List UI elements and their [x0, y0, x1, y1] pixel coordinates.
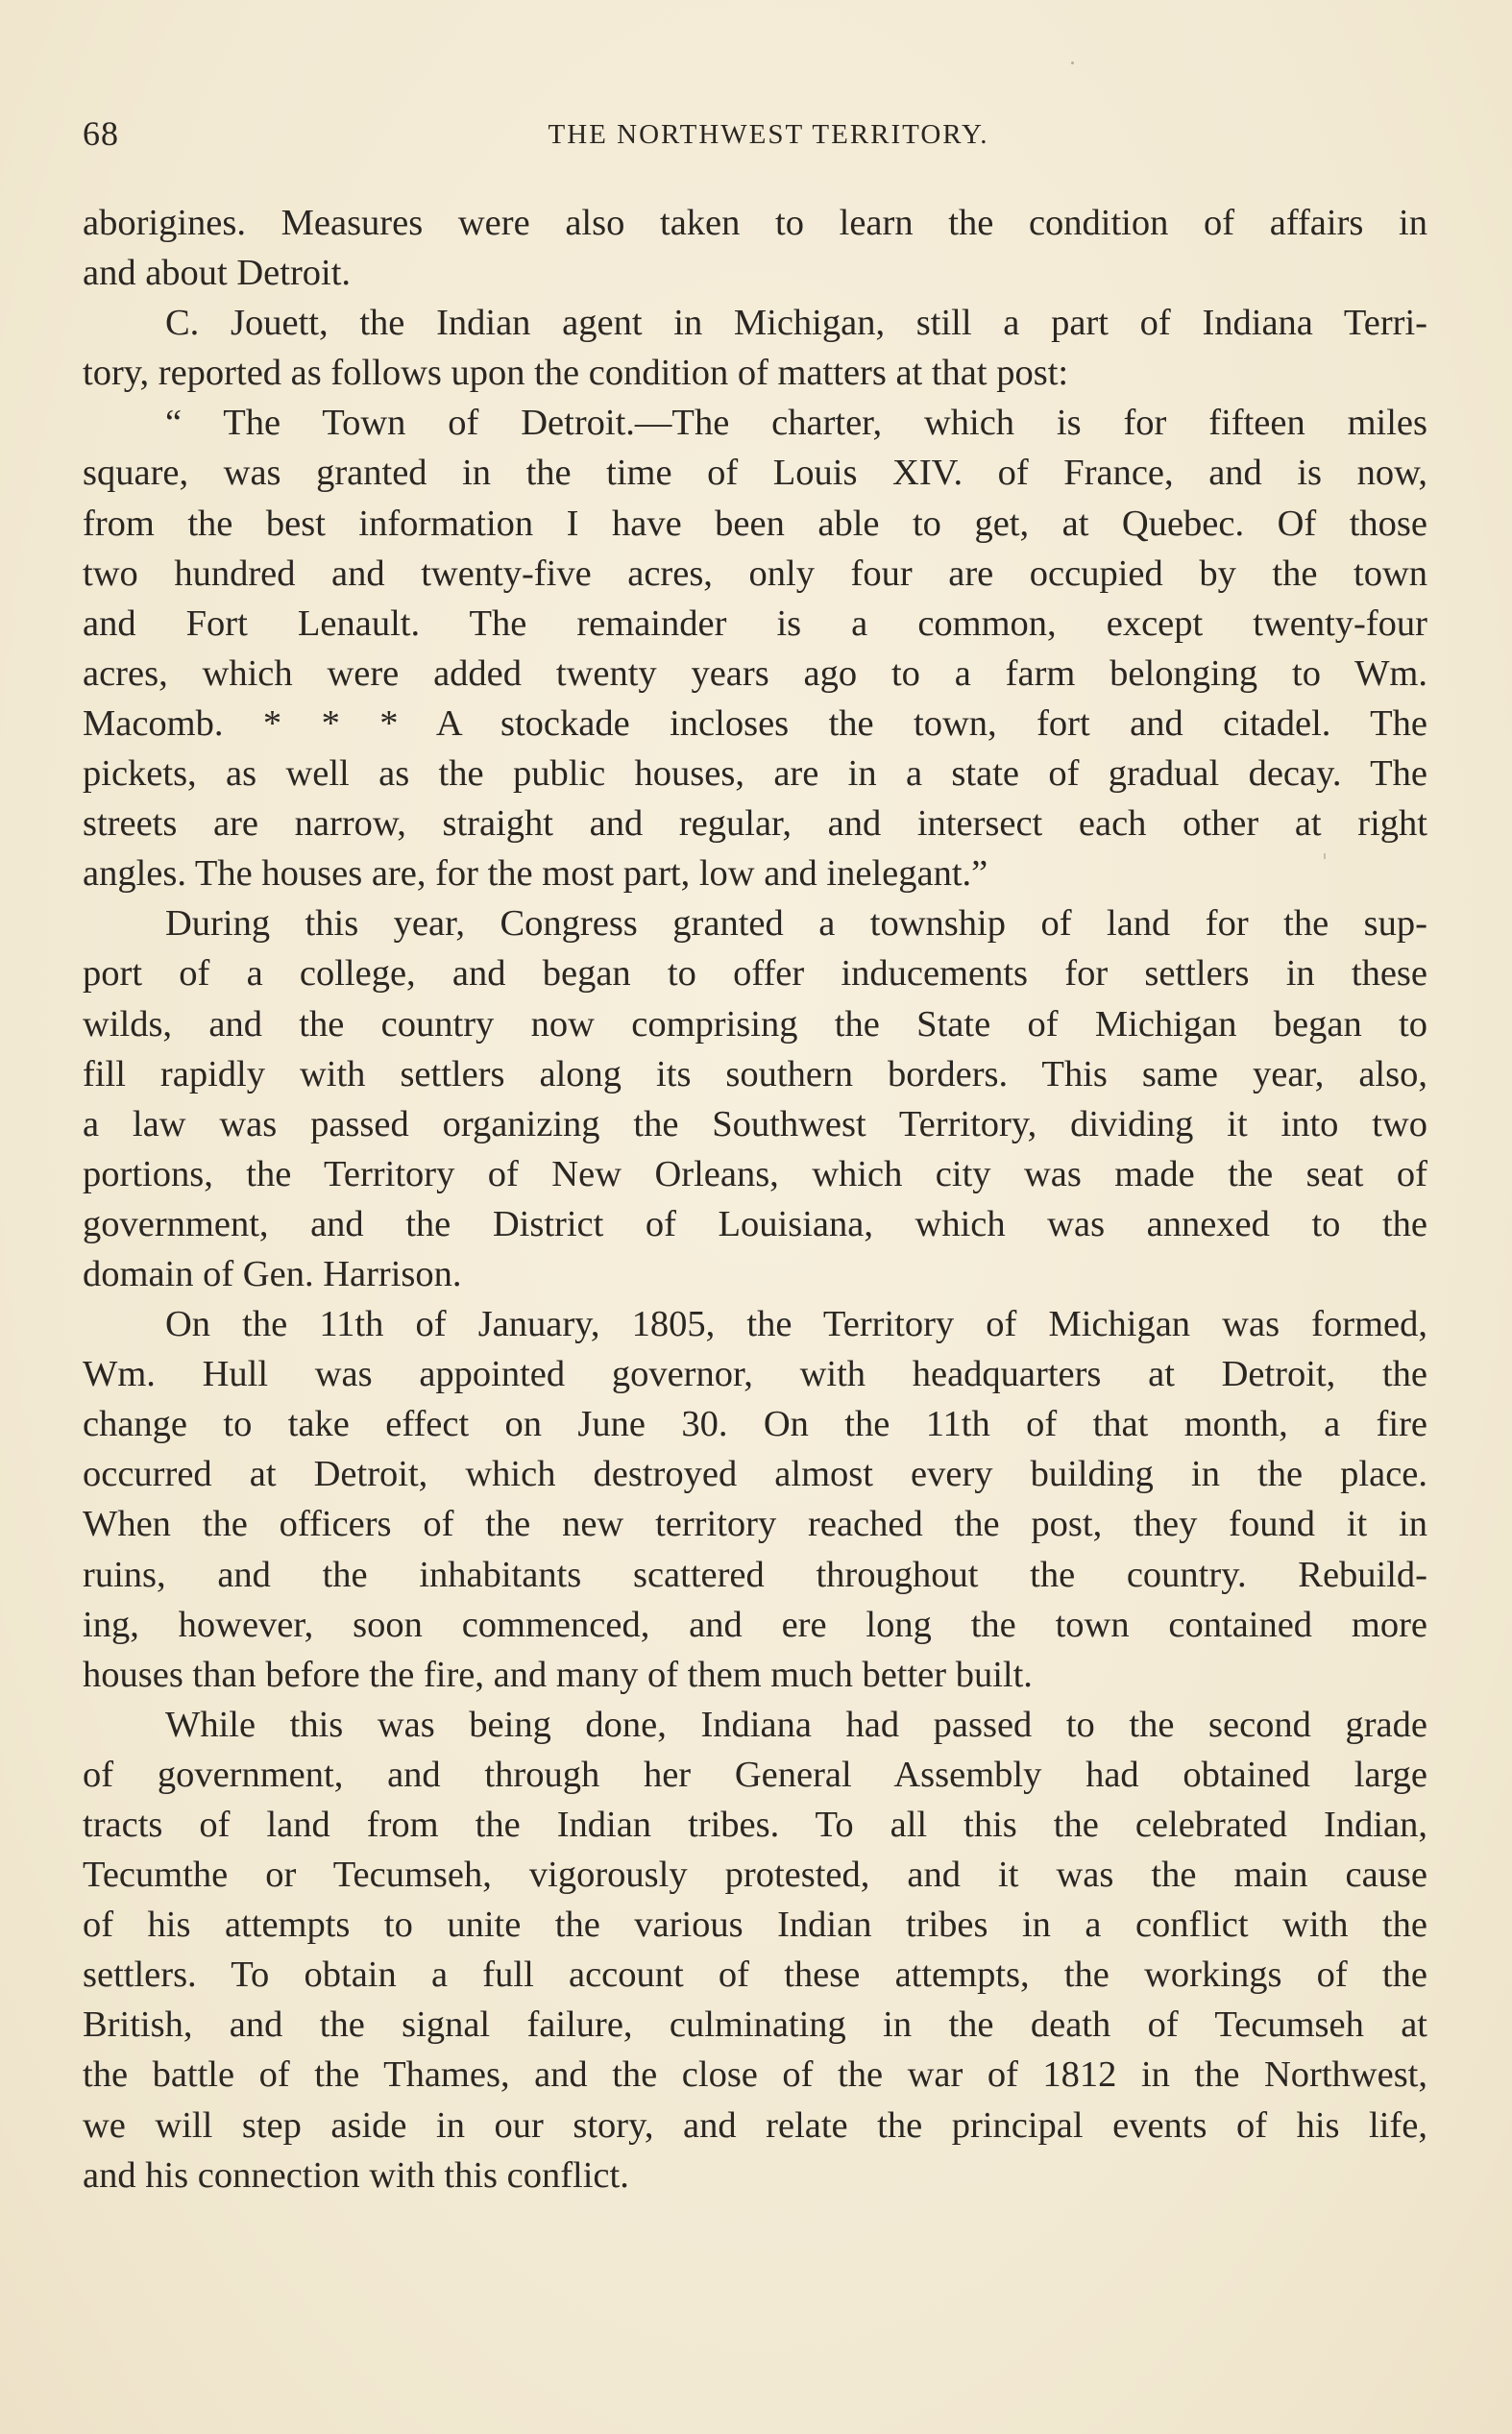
text-line: port of a college, and began to offer inducements for settlers in these [83, 953, 1427, 995]
body-text [83, 198, 1427, 2200]
text-line: government, and the District of Louisiana, which was annexed to the [83, 1203, 1427, 1244]
text-line: change to take effect on June 30. On the 11th of that month, a fire [83, 1404, 1427, 1445]
text-line: portions, the Territory of New Orleans, which city was made the seat of [83, 1153, 1427, 1194]
page-header [83, 113, 1427, 161]
text-line: acres, which were added twenty years ago to a farm belonging to Wm. [83, 652, 1427, 694]
text-line: two hundred and twenty-five acres, only four are occupied by the town [83, 553, 1427, 594]
text-line: of his attempts to unite the various Indian tribes in a conflict with the [83, 1905, 1427, 1946]
text-line: a law was passed organizing the Southwest Territory, dividing it into two [83, 1103, 1427, 1144]
text-line: C. Jouett, the Indian agent in Michigan, still a part of Indiana Terri- [165, 303, 1427, 344]
text-line: square, was granted in the time of Louis XIV. of France, and is now, [83, 453, 1427, 494]
text-line: pickets, as well as the public houses, are in a state of gradual decay. The [83, 753, 1427, 795]
text-line: domain of Gen. Harrison. [83, 1253, 462, 1294]
text-line: Tecumthe or Tecumseh, vigorously protested, and it was the main cause [83, 1855, 1427, 1896]
text-line: streets are narrow, straight and regular, and intersect each other at right [83, 803, 1427, 845]
text-line: and his connection with this conflict. [83, 2154, 629, 2196]
text-line: tory, reported as follows upon the condition of matters at that post: [83, 353, 1069, 394]
text-line: from the best information I have been able to get, at Quebec. Of those [83, 503, 1427, 544]
text-line: wilds, and the country now comprising the State of Michigan began to [83, 1003, 1427, 1045]
running-head: THE NORTHWEST TERRITORY. [548, 119, 989, 150]
text-line: houses than before the fire, and many of them much better built. [83, 1654, 1033, 1695]
text-line: the battle of the Thames, and the close of the war of 1812 in the Northwest, [83, 2054, 1427, 2096]
text-line: tracts of land from the Indian tribes. To all this the celebrated Indian, [83, 1805, 1427, 1845]
text-line: and Fort Lenault. The remainder is a common, except twenty-four [83, 602, 1427, 644]
text-line: On the 11th of January, 1805, the Territory of Michigan was formed, [165, 1304, 1427, 1345]
text-line: fill rapidly with settlers along its southern borders. This same year, also, [83, 1053, 1427, 1094]
text-line: ruins, and the inhabitants scattered throughout the country. Rebuild- [83, 1554, 1427, 1595]
text-line: we will step aside in our story, and relate the principal events of his life, [83, 2104, 1427, 2146]
text-line: When the officers of the new territory reached the post, they found it in [83, 1504, 1427, 1545]
page-number: 68 [83, 114, 119, 153]
paper-speck [1071, 61, 1074, 64]
text-line: ing, however, soon commenced, and ere long the town contained more [83, 1604, 1427, 1645]
text-line: British, and the signal failure, culminating in the death of Tecumseh at [83, 2004, 1427, 2046]
text-line: During this year, Congress granted a township of land for the sup- [165, 903, 1427, 945]
text-line: angles. The houses are, for the most part, low and inelegant.” [83, 853, 988, 895]
text-line: occurred at Detroit, which destroyed almost every building in the place. [83, 1454, 1427, 1495]
text-line: “ The Town of Detroit.—The charter, which is for fifteen miles [165, 403, 1427, 444]
text-line: Macomb. * * * A stockade incloses the town, fort and citadel. The [83, 702, 1427, 744]
text-line: and about Detroit. [83, 253, 352, 294]
text-line: of government, and through her General Assembly had obtained large [83, 1754, 1427, 1795]
text-line: aborigines. Measures were also taken to learn the condition of affairs in [83, 203, 1427, 243]
text-line: While this was being done, Indiana had passed to the second grade [165, 1704, 1427, 1745]
text-line: Wm. Hull was appointed governor, with headquarters at Detroit, the [83, 1354, 1427, 1395]
text-line: settlers. To obtain a full account of these attempts, the workings of the [83, 1955, 1427, 1996]
